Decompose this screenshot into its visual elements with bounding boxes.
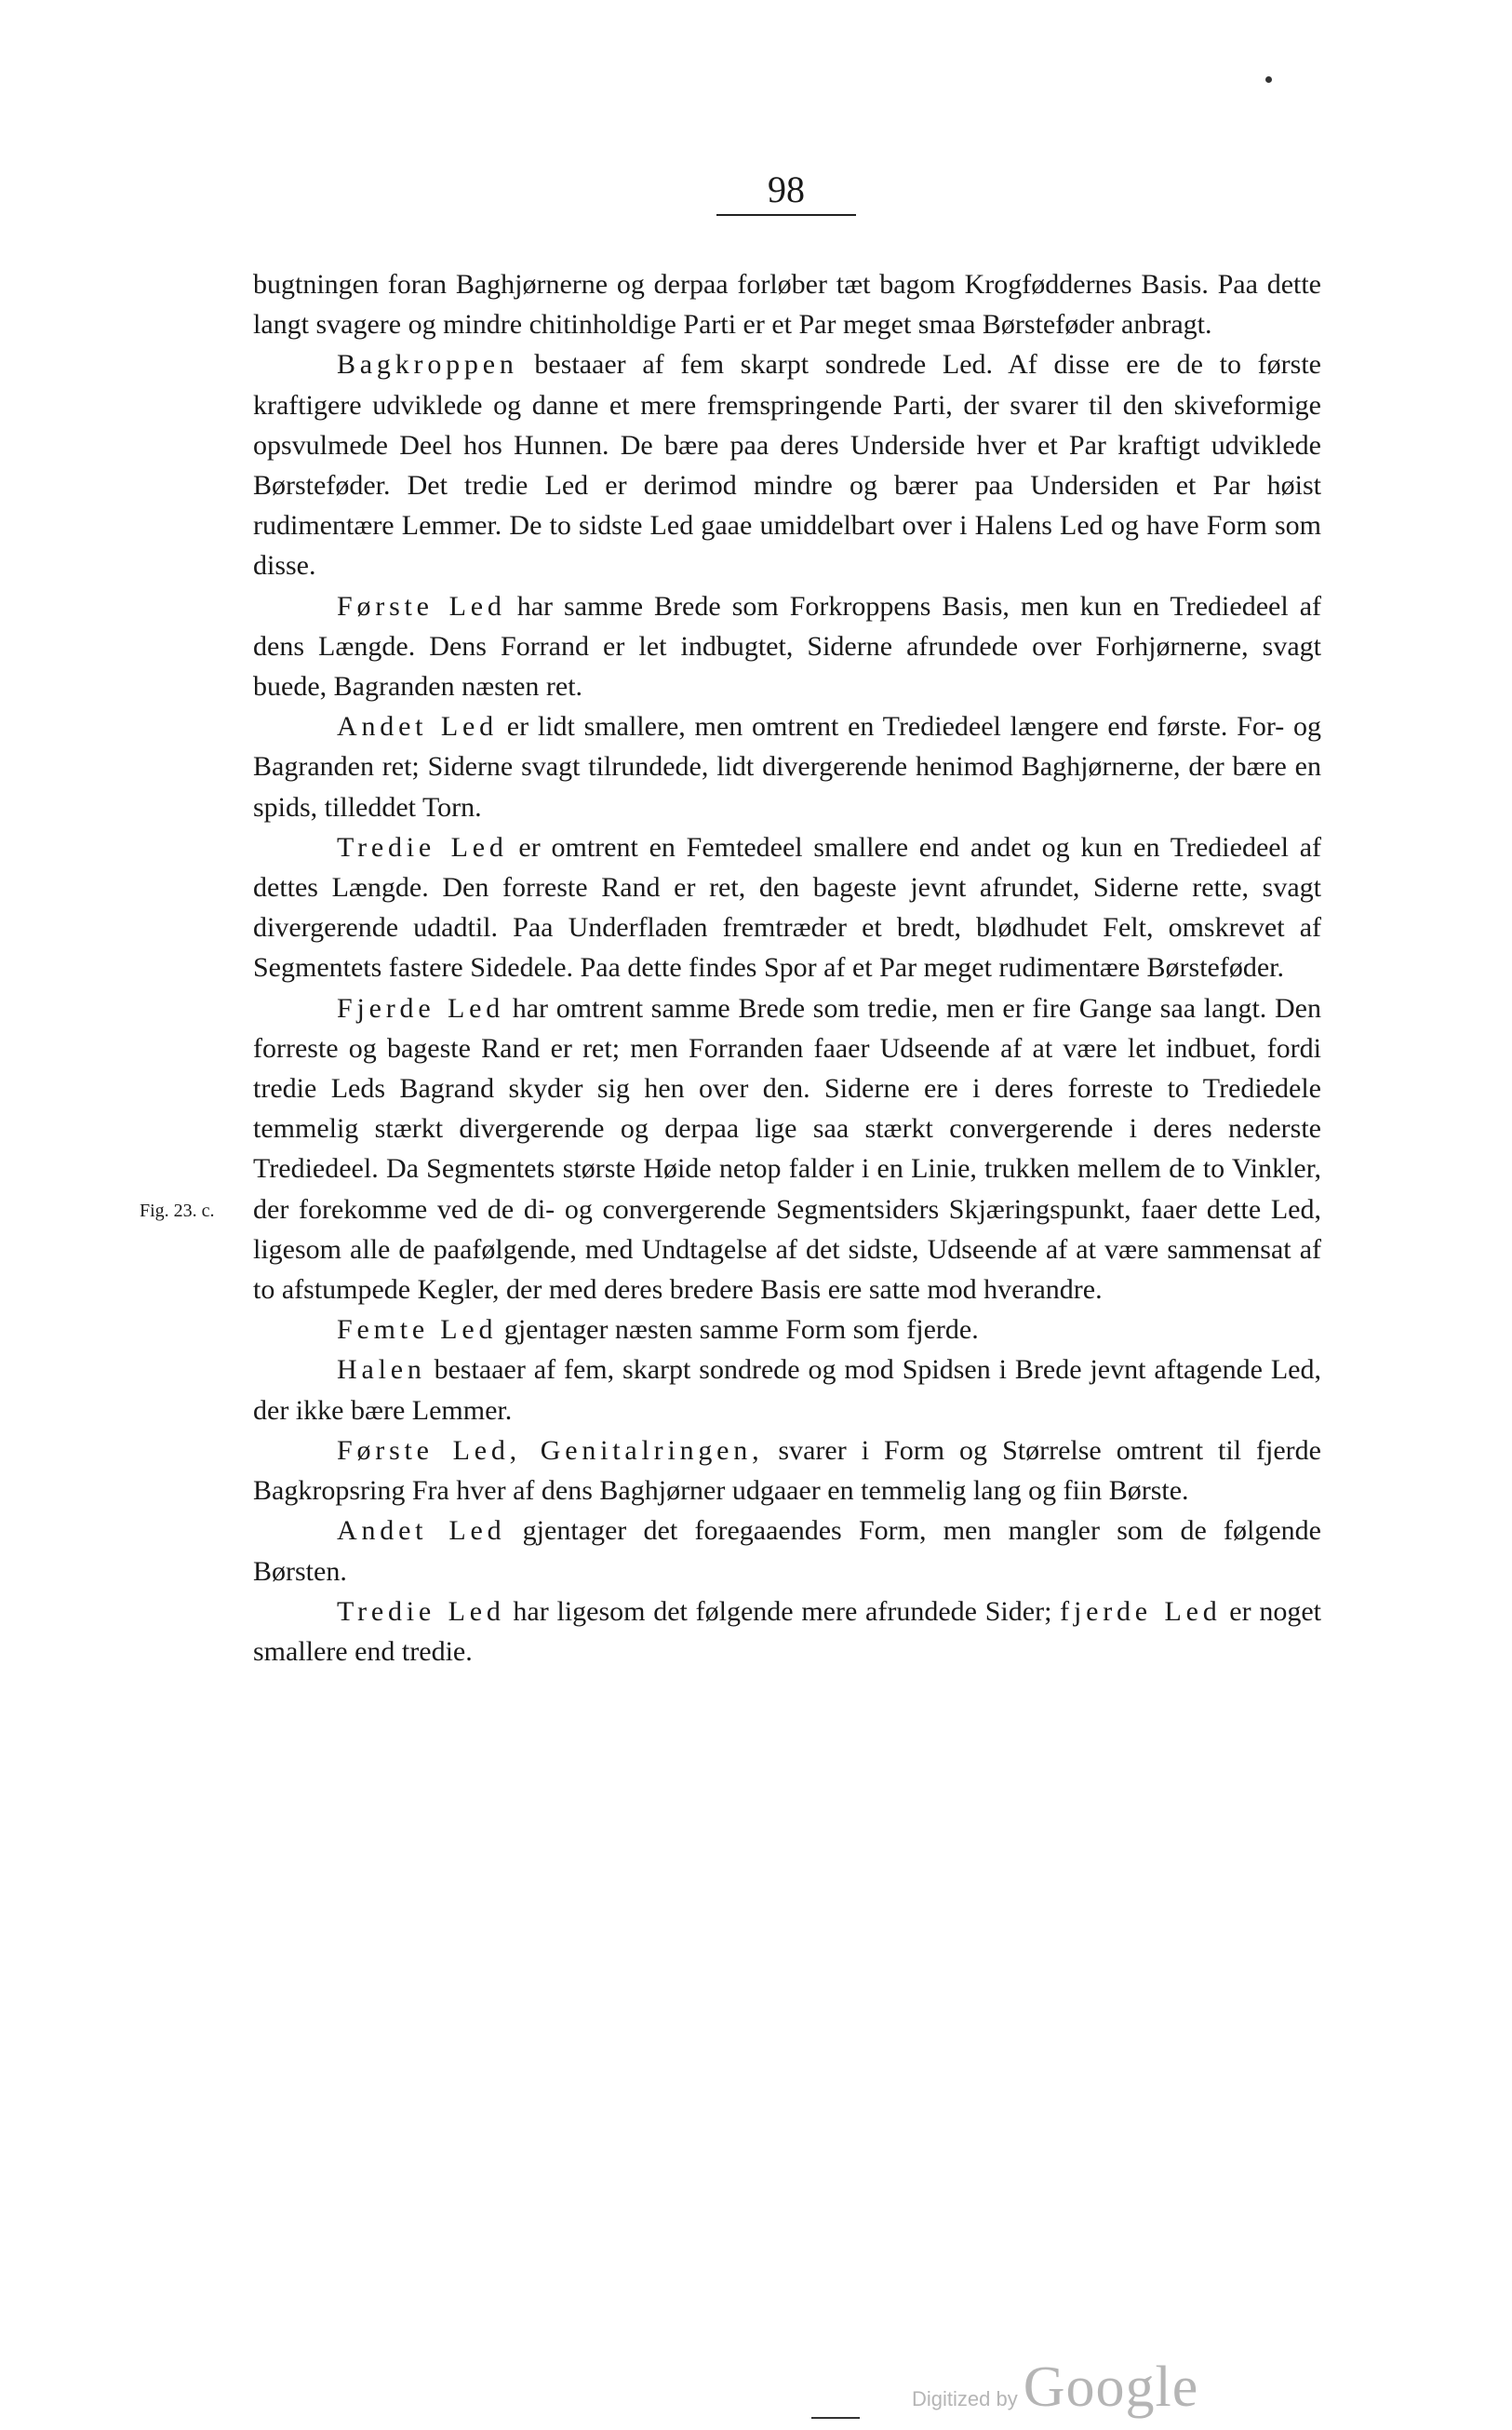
paragraph-text: bugtningen foran Baghjørnerne og derpaa forløber tæt bagom Krogføddernes Basis. Paa dette langt svagere og mindre chitinholdige Parti er et Par meget smaa Børsteføder anbragt. <box>253 269 1321 341</box>
paragraph-text: er omtrent en Femtedeel smallere end andet og kun en Trediedeel af dettes Længde. Den forreste Rand er ret, den bageste jevnt afrundet, Siderne rette, svagt divergerende udadtil. Paa Underfladen fremtræder et bredt, blødhudet Felt, omskrevet af Segmentets fastere Sidedele. Paa dette findes Spor af et Par meget rudimentære Børsteføder. <box>253 831 1321 984</box>
paragraph-andet-led-hale <box>253 1510 1321 1591</box>
paragraph-halen <box>253 1349 1321 1430</box>
paragraph-text: svarer i Form og Størrelse omtrent til fjerde Bagkropsring Fra hver af dens Baghjørner udgaaer en temmelig lang og fiin Børste. <box>253 1434 1321 1507</box>
paragraph-text: gjentager næsten samme Form som fjerde. <box>497 1314 979 1346</box>
paragraph-lead: Andet Led <box>337 1515 506 1547</box>
paragraph-femte-led <box>253 1309 1321 1349</box>
google-logo: Google <box>1023 2356 1199 2419</box>
watermark-caption: Digitized by <box>912 2387 1018 2410</box>
paragraph-lead-secondary: fjerde Led <box>1060 1595 1222 1627</box>
paragraph-text: gjentager det foregaaendes Form, men mangler som de følgende Børsten. <box>253 1515 1321 1587</box>
page-number: 98 <box>716 168 856 216</box>
paragraph-lead: Femte Led <box>337 1314 498 1346</box>
paragraph-forste-led <box>253 586 1321 707</box>
paragraph-lead: Tredie Led <box>337 1595 505 1627</box>
paragraph-lead: Første Led <box>337 590 506 622</box>
paragraph-lead: Fjerde Led <box>337 992 504 1024</box>
paragraph-text: har omtrent samme Brede som tredie, men er fire Gange saa langt. Den forreste og bageste Rand er ret; men Forranden faaer Udseende af at være let indbuet, fordi tredie Leds Bagrand skyder sig hen over den. Siderne ere i deres forreste to Trediedele temmelig stærkt divergerende og derpaa lige saa stærkt convergerende i deres nederste Trediedeel. Da Segmentets største Høide netop falder i en Linie, trukken mellem de to Vinkler, der forekomme ved de di- og convergerende Segmentsiders Skjæringspunkt, faaer dette Led, ligesom alle de paafølgende, med Undtagelse af det sidste, Udseende af at være sammensat af to afstumpede Kegler, der med deres bredere Basis ere satte mod hverandre. <box>253 992 1321 1306</box>
paragraph-lead: Første Led, Genitalringen, <box>337 1434 764 1466</box>
paragraph-text: er lidt smallere, men omtrent en Trediedeel længere end første. For- og Bagranden ret; Siderne svagt tilrundede, lidt divergerende henimod Baghjørnerne, der bære en spids, tilleddet Torn. <box>253 711 1321 823</box>
paragraph-fjerde-led <box>253 988 1321 1310</box>
footer-rule <box>811 2417 860 2419</box>
paragraph-text-secondary: er noget smallere end tredie. <box>253 1595 1322 1667</box>
body-text <box>253 264 1321 1671</box>
paragraph-text: har samme Brede som Forkroppens Basis, men kun en Trediedeel af dens Længde. Dens Forrand er let indbugtet, Siderne afrundede over Forhjørnerne, svagt buede, Bagranden næsten ret. <box>253 590 1321 703</box>
paragraph-text: har ligesom det følgende mere afrundede Sider; <box>504 1595 1061 1627</box>
paragraph-lead: Halen <box>337 1354 426 1386</box>
paragraph-bagkroppen <box>253 344 1321 585</box>
paragraph-text: bestaaer af fem, skarpt sondrede og mod Spidsen i Brede jevnt aftagende Led, der ikke bære Lemmer. <box>253 1354 1321 1426</box>
paragraph-continuation <box>253 264 1321 344</box>
figure-reference-note: Fig. 23. c. <box>140 1201 215 1221</box>
paragraph-lead: Tredie Led <box>337 831 508 863</box>
paragraph-genitalringen <box>253 1430 1321 1510</box>
paragraph-lead: Bagkroppen <box>337 349 518 381</box>
digitization-watermark <box>912 2355 1198 2421</box>
paragraph-tredie-led <box>253 827 1321 988</box>
paragraph-lead: Andet Led <box>337 711 498 743</box>
paragraph-tredie-fjerde-led <box>253 1591 1321 1671</box>
paragraph-andet-led <box>253 706 1321 827</box>
ink-speck <box>1265 76 1272 83</box>
paragraph-text: bestaaer af fem skarpt sondrede Led. Af disse ere de to første kraftigere udviklede og danne et mere fremspringende Parti, der svarer til den skiveformige opsvulmede Deel hos Hunnen. De bære paa deres Underside hver et Par kraftigt udviklede Børsteføder. Det tredie Led er derimod mindre og bærer paa Undersiden et Par høist rudimentære Lemmer. De to sidste Led gaae umiddelbart over i Halens Led og have Form som disse. <box>253 349 1321 582</box>
